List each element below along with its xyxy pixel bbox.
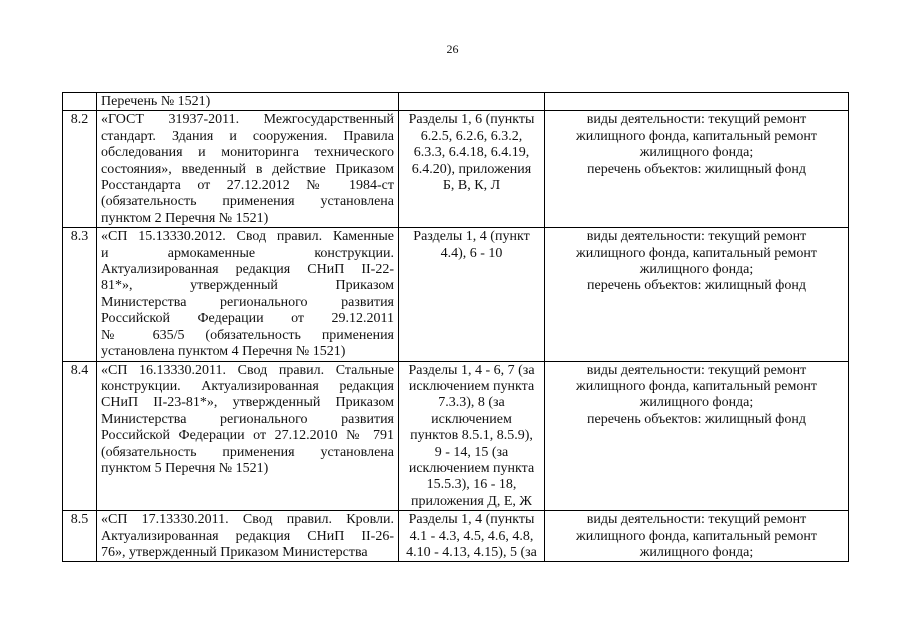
document-line: «ГОСТ 31937-2011. Межгосударственный (101, 112, 394, 128)
document-cell (97, 111, 399, 228)
application-line: жилищного фонда; (639, 395, 754, 411)
sections-line: Разделы 1, 6 (пункты (408, 112, 535, 128)
row-number: 8.3 (63, 228, 97, 361)
application-line: виды деятельности: текущий ремонт (586, 229, 807, 245)
document-line: пунктом 5 Перечня № 1521) (101, 460, 269, 476)
application-line: виды деятельности: текущий ремонт (586, 362, 807, 378)
sections-line: 7.3.3), 8 (за (438, 395, 505, 411)
document-line: СНиП II-23-81*», утвержденный Приказом (101, 395, 394, 411)
application-cell (545, 361, 849, 511)
sections-line: 4.10 - 4.13, 4.15), 5 (за (406, 544, 537, 560)
application-cell (545, 511, 849, 562)
sections-line: исключением пункта (408, 378, 535, 394)
document-line: и армокаменные конструкции. (101, 245, 394, 261)
sections-line: 15.5.3), 16 - 18, (426, 477, 517, 493)
document-line: пунктом 2 Перечня № 1521) (101, 210, 269, 226)
table-row (63, 111, 849, 228)
sections-line: 4.1 - 4.3, 4.5, 4.6, 4.8, (409, 528, 534, 544)
application-cell (545, 111, 849, 228)
sections-line: Разделы 1, 4 (пункты (408, 512, 535, 528)
sections-line: 6.3.3, 6.4.18, 6.4.19, (413, 145, 530, 161)
sections-cell (399, 93, 545, 111)
application-line: перечень объектов: жилищный фонд (587, 161, 806, 177)
application-line: перечень объектов: жилищный фонд (587, 278, 806, 294)
document-line: состояния», введенный в действие Приказом (101, 161, 394, 177)
sections-line: пунктов 8.5.1, 8.5.9), (410, 428, 533, 444)
sections-line: исключением пункта (408, 460, 535, 476)
row-number: 8.4 (63, 361, 97, 511)
application-line: виды деятельности: текущий ремонт (586, 112, 807, 128)
sections-line: 6.2.5, 6.2.6, 6.3.2, (420, 128, 523, 144)
document-line: Актуализированная редакция СНиП II-26- (101, 528, 394, 544)
document-line: (обязательность применения установлена (101, 194, 394, 210)
document-line: «СП 15.13330.2012. Свод правил. Каменные (101, 229, 394, 245)
sections-cell (399, 228, 545, 361)
document-line: 81*», утвержденный Приказом (101, 278, 394, 294)
document-line: Актуализированная редакция СНиП II-22- (101, 262, 394, 278)
sections-cell (399, 361, 545, 511)
sections-line: Б, В, К, Л (442, 178, 501, 194)
page-number: 26 (446, 42, 459, 56)
application-line: жилищного фонда; (639, 544, 754, 560)
table-row-continuation (63, 93, 849, 111)
application-cell (545, 228, 849, 361)
document-line: (обязательность применения установлена (101, 444, 394, 460)
document-line: «СП 16.13330.2011. Свод правил. Стальные (101, 362, 394, 378)
application-line: перечень объектов: жилищный фонд (587, 411, 806, 427)
table-row (63, 228, 849, 361)
application-line: жилищного фонда, капитальный ремонт (576, 245, 817, 261)
document-line: № 635/5 (обязательность применения (101, 327, 394, 343)
document-cell (97, 361, 399, 511)
application-cell (545, 93, 849, 111)
document-line: установлена пунктом 4 Перечня № 1521) (101, 344, 346, 360)
sections-line: приложения Д, Е, Ж (411, 493, 532, 509)
document-cell (97, 228, 399, 361)
regulations-table (62, 92, 849, 562)
application-line: жилищного фонда; (639, 145, 754, 161)
document-line: Министерства регионального развития (101, 294, 394, 310)
document-line: стандарт. Здания и сооружения. Правила (101, 128, 394, 144)
row-number: 8.5 (63, 511, 97, 562)
application-line: жилищного фонда, капитальный ремонт (576, 528, 817, 544)
table-row (63, 511, 849, 562)
row-number (63, 93, 97, 111)
sections-line: Разделы 1, 4 - 6, 7 (за (408, 362, 535, 378)
sections-line: Разделы 1, 4 (пункт (413, 229, 530, 245)
sections-line: 9 - 14, 15 (за (434, 444, 509, 460)
application-line: виды деятельности: текущий ремонт (586, 512, 807, 528)
document-line: конструкции. Актуализированная редакция (101, 378, 394, 394)
document-line: «СП 17.13330.2011. Свод правил. Кровли. (101, 512, 394, 528)
document-line: 76», утвержденный Приказом Министерства (101, 544, 368, 560)
document-line: Министерства регионального развития (101, 411, 394, 427)
document-cell: Перечень № 1521) (97, 93, 399, 111)
table-row (63, 361, 849, 511)
row-number: 8.2 (63, 111, 97, 228)
sections-cell (399, 511, 545, 562)
application-line: жилищного фонда, капитальный ремонт (576, 128, 817, 144)
document-line: обследования и мониторинга технического (101, 145, 394, 161)
document-cell (97, 511, 399, 562)
sections-line: 6.4.20), приложения (411, 161, 532, 177)
document-line: Российской Федерации от 29.12.2011 (101, 311, 394, 327)
application-line: жилищного фонда; (639, 262, 754, 278)
sections-line: 4.4), 6 - 10 (440, 245, 503, 261)
application-line: жилищного фонда, капитальный ремонт (576, 378, 817, 394)
document-line: Российской Федерации от 27.12.2010 № 791 (101, 428, 394, 444)
document-line: Росстандарта от 27.12.2012 № 1984-ст (101, 178, 394, 194)
sections-cell (399, 111, 545, 228)
sections-line: исключением (431, 411, 512, 427)
